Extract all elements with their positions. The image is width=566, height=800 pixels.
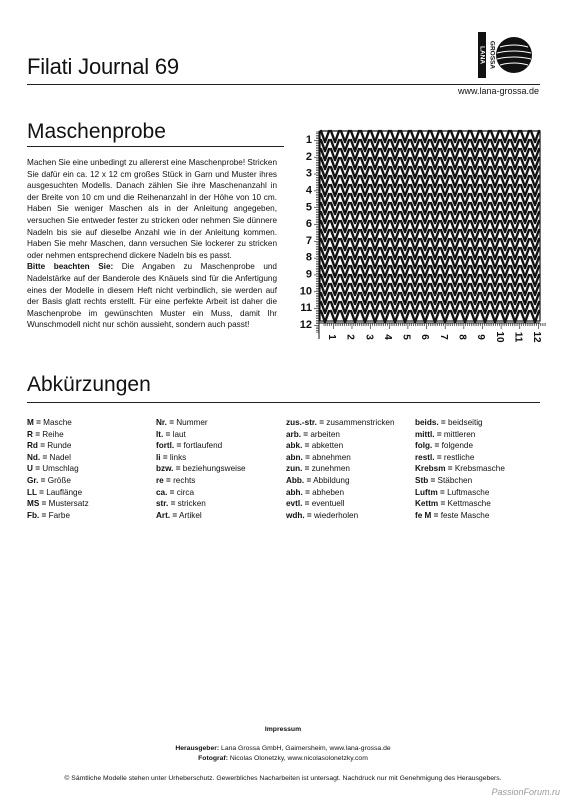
abbreviation-meaning: zusammenstricken xyxy=(324,418,395,427)
abbreviation-meaning: Größe xyxy=(45,475,71,485)
abbreviation-entry xyxy=(286,475,395,487)
abbreviation-entry xyxy=(27,417,89,429)
abbreviation-entry xyxy=(415,487,505,499)
abbreviation-entry xyxy=(415,429,505,441)
horizontal-ruler-number: 3 xyxy=(363,334,375,340)
abbreviation-term: wdh. = xyxy=(286,510,312,520)
abbreviation-term: Fb. = xyxy=(27,510,47,520)
abbreviation-column xyxy=(27,417,89,521)
abbreviation-meaning: folgende xyxy=(439,441,474,451)
abbreviation-entry xyxy=(156,487,246,499)
vertical-ruler-number: 7 xyxy=(305,234,312,247)
abbreviation-entry xyxy=(415,498,505,510)
abbreviation-meaning: Nadel xyxy=(47,452,71,462)
abbreviation-entry xyxy=(27,452,89,464)
gauge-note-text: Die Angaben zu Maschenprobe und Nadelstärke auf der Banderole des Knäuels sind für die Anfertigung eines der Modelle in diesem Heft nicht verbindlich, sie werden auf der Basis glatt rechts erstellt. Für eine perfekte Arbeit ist daher die Maschenprobe im gewünschten Muster ein Muss, damit Ihr Wunschmodell nicht nur schön aussieht, sondern auch passt! xyxy=(27,262,277,330)
abbreviation-meaning: Mustersatz xyxy=(46,499,89,509)
abbreviation-entry xyxy=(415,440,505,452)
abbreviation-meaning: beidseitig xyxy=(445,418,483,427)
abbreviation-meaning: Masche xyxy=(40,418,72,427)
abbreviation-entry xyxy=(27,463,89,475)
abbreviation-meaning: abnehmen xyxy=(309,452,351,462)
abbreviation-term: bzw. = xyxy=(156,464,181,474)
abbreviation-entry xyxy=(286,417,395,429)
abbreviation-meaning: arbeiten xyxy=(308,429,340,439)
abbreviation-entry xyxy=(156,510,246,522)
abbreviation-term: Luftm = xyxy=(415,487,445,497)
publisher-value: Lana Grossa GmbH, Gaimersheim, www.lana-grossa.de xyxy=(219,745,391,752)
abbreviation-meaning: rechts xyxy=(170,475,196,485)
abbreviation-term: R = xyxy=(27,429,40,439)
abbreviation-meaning: Reihe xyxy=(39,429,64,439)
abbreviation-entry xyxy=(415,475,505,487)
abbreviation-term: Nd. = xyxy=(27,452,48,462)
abbreviation-entry xyxy=(415,417,505,429)
journal-title: Filati Journal 69 xyxy=(27,54,179,79)
abbreviation-term: Stb = xyxy=(415,475,436,485)
abbreviation-meaning: eventuell xyxy=(309,499,345,509)
abbreviation-meaning: zunehmen xyxy=(309,464,350,474)
abbreviation-term: Gr. = xyxy=(27,475,46,485)
website-link[interactable]: www.lana-grossa.de xyxy=(457,86,539,96)
abbreviation-term: str. = xyxy=(156,499,176,509)
abbreviation-entry xyxy=(156,452,246,464)
gauge-note-label: Bitte beachten Sie: xyxy=(27,262,114,272)
abbreviation-entry xyxy=(156,463,246,475)
abbreviation-entry xyxy=(415,510,505,522)
svg-text:GROSSA: GROSSA xyxy=(488,40,496,70)
abbreviation-term: beids. = xyxy=(415,418,446,427)
abbreviation-entry xyxy=(156,498,246,510)
abbreviation-column xyxy=(286,417,395,521)
header-divider xyxy=(27,84,540,85)
abbreviation-meaning: mittleren xyxy=(441,429,476,439)
vertical-ruler-number: 4 xyxy=(305,184,312,197)
vertical-ruler-number: 1 xyxy=(305,134,312,146)
vertical-ruler-number: 9 xyxy=(305,268,312,281)
abbreviation-entry xyxy=(156,429,246,441)
horizontal-ruler-number: 6 xyxy=(419,334,431,340)
abbreviation-entry xyxy=(27,475,89,487)
abbreviation-entry xyxy=(286,463,395,475)
vertical-ruler-number: 3 xyxy=(305,167,312,180)
abbreviation-term: arb. = xyxy=(286,429,309,439)
gauge-section-title: Maschenprobe xyxy=(27,120,166,143)
abbreviation-term: U = xyxy=(27,464,40,474)
impressum-title xyxy=(0,725,566,735)
abbreviation-entry xyxy=(286,510,395,522)
abbreviation-entry xyxy=(415,452,505,464)
abbreviation-meaning: wiederholen xyxy=(311,510,359,520)
abbreviation-term: restl. = xyxy=(415,452,442,462)
photographer-label: Fotograf: xyxy=(198,755,228,762)
abbreviation-term: Abb. = xyxy=(286,475,312,485)
abbreviation-term: Rd = xyxy=(27,441,45,451)
abbreviation-meaning: fortlaufend xyxy=(181,441,223,451)
abbreviation-term: ca. = xyxy=(156,487,175,497)
vertical-ruler-number: 2 xyxy=(305,150,312,163)
abbreviation-meaning: Krebsmasche xyxy=(452,464,505,474)
vertical-ruler-number: 12 xyxy=(299,318,312,331)
abbreviation-meaning: laut xyxy=(170,429,186,439)
abbreviation-column xyxy=(415,417,505,521)
abbreviation-term: mittl. = xyxy=(415,429,442,439)
abbreviation-entry xyxy=(156,440,246,452)
horizontal-ruler-number: 8 xyxy=(456,334,468,340)
abbreviation-entry xyxy=(27,440,89,452)
gauge-title-rule xyxy=(27,146,284,147)
gauge-note xyxy=(27,261,277,331)
abbreviation-term: lt. = xyxy=(156,429,171,439)
gauge-paragraph: Machen Sie eine unbedingt zu allererst eine Maschenprobe! Stricken Sie dafür ein ca. 12 x 12 cm großes Stück in Garn und Muster ihres ausgesuchten Modells. Danach zählen Sie ihre Maschenanzahl in der Breite von 10 cm und die Reihenanzahl in der Höhe von 10 cm. Haben Sie weniger Maschen als in der Anleitung angegeben, versuchen Sie entweder fester zu stricken oder nehmen Sie dünnere Nadeln bis sie auf dieselbe Anzahl wie in der Anleitung kommen. Haben Sie mehr Maschen, dann versuchen Sie lockerer zu stricken oder nehmen entsprechend dickere Nadeln bis es passt. xyxy=(27,158,277,260)
vertical-ruler-number: 5 xyxy=(305,201,312,214)
impressum-photographer xyxy=(0,754,566,764)
abbreviation-meaning: abketten xyxy=(309,441,344,451)
abbreviation-meaning: Umschlag xyxy=(39,464,79,474)
abbreviation-meaning: Lauflänge xyxy=(43,487,83,497)
abbreviation-term: zus.-str. = xyxy=(286,418,324,427)
abbreviation-meaning: Runde xyxy=(44,441,72,451)
watermark: PassionForum.ru xyxy=(491,787,560,797)
abbreviation-term: fe M = xyxy=(415,510,439,520)
horizontal-ruler-number: 2 xyxy=(344,334,356,340)
abbreviation-meaning: Farbe xyxy=(46,510,71,520)
abbreviation-term: abh. = xyxy=(286,487,310,497)
abbreviation-meaning: stricken xyxy=(175,499,206,509)
abbreviation-term: evtl. = xyxy=(286,499,310,509)
abbreviation-meaning: Kettmasche xyxy=(445,499,491,509)
abbreviation-column xyxy=(156,417,246,521)
abbreviation-meaning: Abbildung xyxy=(311,475,350,485)
horizontal-ruler-number: 9 xyxy=(475,334,487,340)
abbreviation-meaning: abheben xyxy=(309,487,345,497)
abbreviation-entry xyxy=(156,475,246,487)
abbreviation-meaning: Stäbchen xyxy=(435,475,473,485)
abbreviation-entry xyxy=(286,487,395,499)
abbreviation-meaning: beziehungsweise xyxy=(180,464,246,474)
vertical-ruler-number: 11 xyxy=(300,302,312,315)
photographer-value: Nicolas Olonetzky, www.nicolasolonetzky.com xyxy=(227,755,368,762)
abbreviation-entry xyxy=(286,452,395,464)
impressum-publisher xyxy=(0,744,566,754)
copyright-notice: © Sämtliche Modelle stehen unter Urheberschutz. Gewerbliches Nacharbeiten ist untersagt. Nachdruck nur mit Genehmigung des Herausgebers. xyxy=(64,775,502,782)
abbreviation-entry xyxy=(27,510,89,522)
abbreviation-term: abn. = xyxy=(286,452,310,462)
abbreviation-meaning: feste Masche xyxy=(438,510,490,520)
abbreviation-term: re = xyxy=(156,475,171,485)
abbreviation-term: Nr. = xyxy=(156,418,174,427)
abbreviation-entry xyxy=(415,463,505,475)
abbreviation-term: fortl. = xyxy=(156,441,182,451)
abbreviation-term: LL = xyxy=(27,487,44,497)
horizontal-ruler-number: 4 xyxy=(381,334,393,340)
abbreviation-entry xyxy=(27,429,89,441)
horizontal-ruler-number: 12 xyxy=(531,331,543,343)
abbreviation-term: li = xyxy=(156,452,168,462)
abbreviation-entry xyxy=(286,440,395,452)
lana-grossa-logo xyxy=(466,30,534,80)
vertical-ruler-number: 6 xyxy=(305,218,312,231)
impressum-heading: Impressum xyxy=(264,726,302,733)
abbreviation-meaning: circa xyxy=(174,487,195,497)
abbreviation-term: zun. = xyxy=(286,464,310,474)
abbreviation-meaning: Artikel xyxy=(177,510,202,520)
horizontal-ruler-number: 5 xyxy=(400,334,412,340)
abbreviation-term: folg. = xyxy=(415,441,440,451)
abbreviation-term: Kettm = xyxy=(415,499,446,509)
gauge-instructions xyxy=(27,157,277,331)
vertical-ruler-number: 10 xyxy=(299,285,312,298)
gauge-swatch-illustration xyxy=(296,127,546,359)
vertical-ruler-number: 8 xyxy=(305,251,312,264)
abbreviation-term: abk. = xyxy=(286,441,310,451)
horizontal-ruler-number: 10 xyxy=(493,331,505,343)
abbreviation-meaning: links xyxy=(167,452,187,462)
abbreviation-meaning: Luftmasche xyxy=(444,487,490,497)
horizontal-ruler-number: 11 xyxy=(512,331,524,343)
abbreviations-title-rule xyxy=(27,402,540,403)
publisher-label: Herausgeber: xyxy=(175,745,220,752)
abbreviation-meaning: restliche xyxy=(441,452,475,462)
abbreviations-section-title: Abkürzungen xyxy=(27,373,151,396)
abbreviation-term: Art. = xyxy=(156,510,178,520)
svg-text:LANA: LANA xyxy=(478,45,486,65)
abbreviation-entry xyxy=(286,498,395,510)
abbreviation-entry xyxy=(27,487,89,499)
abbreviation-entry xyxy=(286,429,395,441)
abbreviation-entry xyxy=(156,417,246,429)
abbreviation-term: Krebsm = xyxy=(415,464,453,474)
abbreviation-term: M = xyxy=(27,418,41,427)
horizontal-ruler-number: 1 xyxy=(326,334,337,340)
horizontal-ruler-number: 7 xyxy=(437,334,449,340)
abbreviation-term: MS = xyxy=(27,499,47,509)
abbreviation-entry xyxy=(27,498,89,510)
abbreviation-meaning: Nummer xyxy=(173,418,208,427)
